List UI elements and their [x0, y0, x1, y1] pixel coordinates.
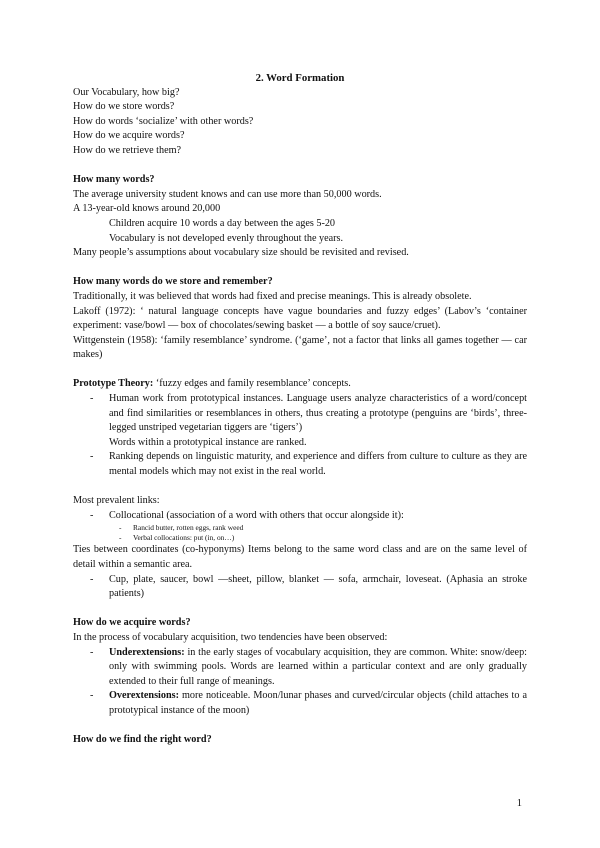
paragraph: Ties between coordinates (co-hyponyms) Items belong to the same word class and are on the same level of detail within a semantic area.	[73, 544, 527, 570]
bullet-list	[73, 509, 527, 524]
bullet-list	[73, 392, 527, 480]
text-line: Most prevalent links:	[73, 495, 160, 507]
section-heading-prototype-theory: Prototype Theory:	[73, 378, 154, 390]
text-line: The average university student knows and can use more than 50,000 words.	[73, 188, 382, 200]
intro-line: How do words ‘socialize’ with other words?	[73, 115, 254, 127]
intro-line: Our Vocabulary, how big?	[73, 86, 180, 98]
term-underextensions: Underextensions:	[109, 646, 185, 658]
paragraph: Lakoff (1972): ‘ natural language concepts have vague boundaries and fuzzy edges’ (Labov’s ‘container experiment: vase/bowl — box of chocolates/sewing basket — a bottle of soy sauce/cruet).	[73, 305, 527, 332]
sub-bullet-list	[73, 523, 527, 543]
intro-line: How do we store words?	[73, 101, 175, 113]
sub-list-item: - Rancid butter, rotten eggs, rank weed	[133, 523, 527, 533]
list-item	[109, 689, 527, 718]
list-item	[109, 392, 527, 450]
spacer	[73, 719, 527, 734]
section-heading-how-many-words: How many words?	[73, 174, 155, 186]
bullet-list	[73, 646, 527, 719]
sub-list-item: - Verbal collocations: put (in, on…)	[133, 533, 527, 543]
indented-line: Vocabulary is not developed evenly throughout the years.	[109, 232, 344, 244]
paragraph: Traditionally, it was believed that words had fixed and precise meanings. This is already obsolete.	[73, 290, 472, 302]
list-item: - Ranking depends on linguistic maturity, and experience and differs from culture to culture as they are mental models which may not exist in the real world.	[109, 450, 527, 479]
section-heading-acquire-words: How do we acquire words?	[73, 617, 191, 629]
section-heading-find-right-word: How do we find the right word?	[73, 734, 212, 746]
indented-line: Children acquire 10 words a day between the ages 5-20	[109, 217, 336, 229]
term-overextensions: Overextensions:	[109, 690, 179, 702]
text-line: In the process of vocabulary acquisition, two tendencies have been observed:	[73, 631, 388, 643]
prototype-theory-line	[73, 377, 527, 392]
spacer	[73, 261, 527, 276]
spacer	[73, 159, 527, 174]
list-item: - Cup, plate, saucer, bowl —sheet, pillow, blanket — sofa, armchair, loveseat. (Aphasia an stroke patients)	[109, 573, 527, 602]
list-item: - Collocational (association of a word with others that occur alongside it):	[109, 509, 527, 524]
paragraph: Wittgenstein (1958): ‘family resemblance’ syndrome. (‘game’, not a factor that links all games together — car makes)	[73, 334, 527, 361]
document-body	[73, 71, 527, 748]
spacer	[73, 602, 527, 617]
text-line: Many people’s assumptions about vocabulary size should be revisited and revised.	[73, 247, 409, 259]
heading-continuation: ‘fuzzy edges and family resemblance’ concepts.	[153, 378, 351, 390]
list-item-text: Human work from prototypical instances. Language users analyze characteristics of a word/concept and find similarities or resemblances in others, thus creating a prototype (penguins are ‘birds’, three-legged unstriped vegetarian tiggers are ‘tigers’)	[109, 393, 527, 434]
intro-line: How do we acquire words?	[73, 130, 185, 142]
spacer	[73, 480, 527, 495]
section-heading-store-remember: How many words do we store and remember?	[73, 276, 273, 288]
page-title: 2. Word Formation	[255, 72, 345, 84]
bullet-list	[73, 573, 527, 602]
term-definition: more noticeable. Moon/lunar phases and curved/circular objects (child attaches to a prototypical instance of the moon)	[109, 690, 527, 716]
page-number: 1	[516, 798, 522, 809]
list-item-continuation: Words within a prototypical instance are ranked.	[109, 436, 307, 448]
text-line: A 13-year-old knows around 20,000	[73, 203, 221, 215]
spacer	[73, 363, 527, 378]
term-definition: in the early stages of vocabulary acquisition, they are common. White: snow/deep: only with swimming pools. Words are learned within a particular context and are only gradually extended to their full range of meanings.	[109, 646, 527, 687]
list-item	[109, 646, 527, 690]
intro-line: How do we retrieve them?	[73, 144, 182, 156]
